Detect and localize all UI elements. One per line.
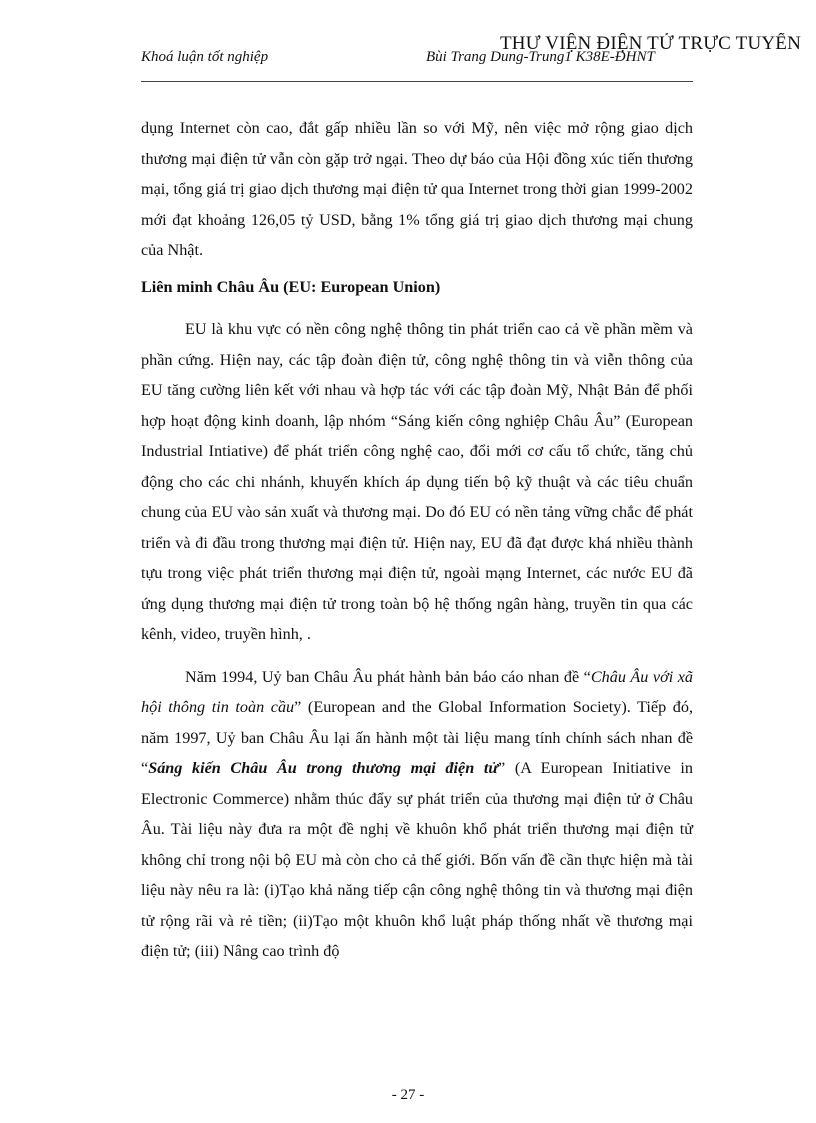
section-heading-eu: Liên minh Châu Âu (EU: European Union)	[141, 277, 441, 296]
paragraph-japan-continued: dụng Internet còn cao, đắt gấp nhiều lần so với Mỹ, nên việc mở rộng giao dịch thương mại điện tử vẫn còn gặp trở ngại. Theo dự báo của Hội đồng xúc tiến thương mại, tổng giá trị giao dịch thương mại điện tử qua Internet trong thời gian 1999-2002 mới đạt khoảng 126,05 tỷ USD, bằng 1% tổng giá trị giao dịch thương mại chung của Nhật.	[141, 119, 693, 259]
header-document-type: Khoá luận tốt nghiệp	[141, 49, 269, 65]
page-body	[141, 113, 693, 967]
report-title-1997: Sáng kiến Châu Âu trong thương mại điện tử	[148, 759, 499, 777]
report-title-1994: Châu Âu với xã hội thông tin toàn cầu	[141, 667, 693, 716]
p3-text-c: ” (European and the Global Information Society). Tiếp đó, năm 1997, Uỷ ban Châu Âu lại ấn hành một tài liệu mang tính chính sách nhan đề “	[141, 698, 694, 777]
header-author: Bùi Trang Dung-Trung1 K38E-ĐHNT	[426, 49, 655, 65]
p3-text-e: ” (A European Initiative in Electronic Commerce) nhằm thúc đẩy sự phát triển của thương mại điện tử ở Châu Âu. Tài liệu này đưa ra một đề nghị về khuôn khổ phát triển thương mại điện tử không chỉ trong nội bộ EU mà còn cho cả thế giới. Bốn vấn đề cần thực hiện mà tài liệu này nêu ra là: (i)Tạo khả năng tiếp cận công nghệ thông tin và thương mại điện tử rộng rãi và rẻ tiền; (ii)Tạo một khuôn khổ luật pháp thống nhất về thương mại điện tử; (iii) Nâng cao trình độ	[141, 759, 693, 960]
p3-text-a: Năm 1994, Uỷ ban Châu Âu phát hành bản báo cáo nhan đề “	[185, 667, 591, 686]
page-number: - 27 -	[391, 1087, 425, 1103]
header-divider	[141, 81, 693, 82]
library-watermark: THƯ VIỆN ĐIỆN TỬ TRỰC TUYẾN	[500, 33, 802, 54]
page-header	[141, 46, 691, 74]
paragraph-eu-technology: EU là khu vực có nền công nghệ thông tin phát triển cao cả về phần mềm và phần cứng. Hiện nay, các tập đoàn điện tử, công nghệ thông tin và viễn thông của EU tăng cường liên kết với nhau và hợp tác với các tập đoàn Mỹ, Nhật Bản để phối hợp hoạt động kinh doanh, lập nhóm “Sáng kiến công nghiệp Châu Âu” (European Industrial Intiative) để phát triển công nghệ cao, đổi mới cơ cấu tổ chức, tăng chủ động cho các chi nhánh, khuyến khích áp dụng tiến bộ kỹ thuật và các tiêu chuẩn chung của EU vào sản xuất và thương mại. Do đó EU có nền tảng vững chắc để phát triển và đi đầu trong thương mại điện tử. Hiện nay, EU đã đạt được khá nhiều thành tựu trong việc phát triển thương mại điện tử, ngoài mạng Internet, các nước EU đã ứng dụng thương mại điện tử trong toàn bộ hệ thống ngân hàng, truyền tin qua các kênh, video, truyền hình, .	[141, 320, 693, 643]
paragraph-eu-reports	[141, 662, 693, 967]
